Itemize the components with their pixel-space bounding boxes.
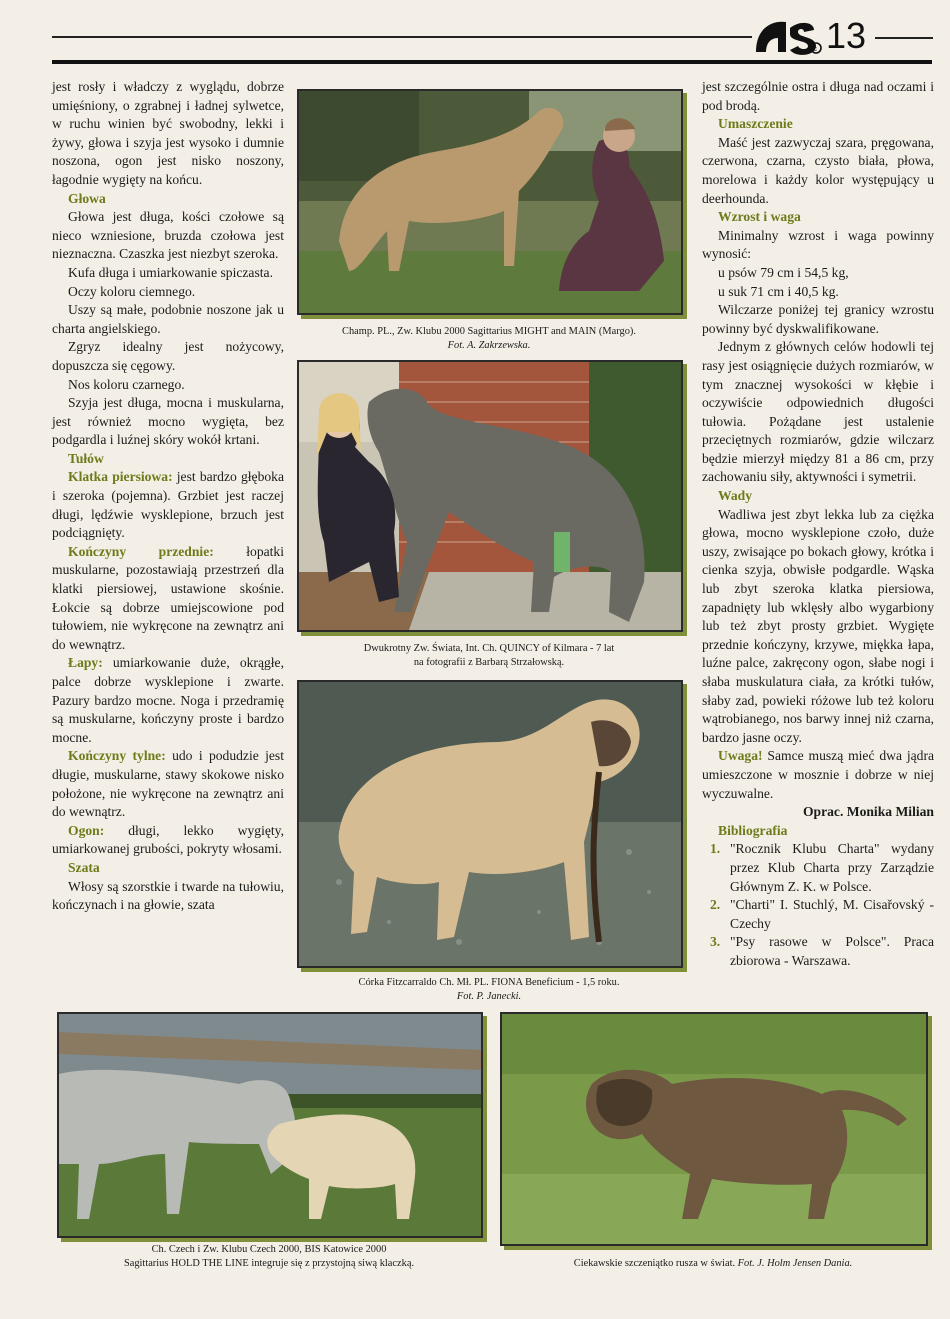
paragraph-text: łopatki muskularne, pozostawiają przestrzeń dla klatki piersiowej, ustawione skośnie. Łokcie są dobrze umiejscowione pod tułowiem, nie wykręcone na zewnątrz ani do wewnątrz. [52, 543, 285, 652]
paragraph: Nos koloru czarnego. [68, 376, 185, 392]
section-heading-wzrost: Wzrost i waga [718, 209, 801, 225]
caption-photo-3 [297, 976, 681, 1004]
caption-text: Sagittarius HOLD THE LINE integruje się z przystojną siwą klaczką. [123, 1258, 415, 1269]
paragraph [52, 468, 284, 542]
photo-image [299, 682, 681, 966]
bibliography-item [702, 840, 934, 896]
header-rule-bottom [52, 60, 932, 64]
photo-credit: Fot. P. Janecki. [456, 991, 522, 1002]
text-column-right [702, 78, 934, 971]
paragraph: Uszy są małe, podobnie noszone jak u charta angielskiego. [52, 302, 284, 336]
photo-might-and-main [297, 89, 683, 315]
paragraph: Szyja jest długa, mocna i muskularna, jest również mocno wygięta, bez podgardla i luźnej skóry wokół krtani. [52, 395, 284, 448]
paragraph: jest szczególnie ostra i długa nad oczami i pod brodą. [702, 79, 934, 113]
paragraph: Maść jest zazwyczaj szara, pręgowana, czerwona, czarna, czysto biała, płowa, morelowa i każdy kolor występujący u deerhounda. [702, 134, 934, 206]
author-credit: Oprac. Monika Milian [802, 804, 934, 820]
caption-text: Córka Fitzcarraldo Ch. Mł. PL. FIONA Beneficium - 1,5 roku. [358, 977, 620, 988]
section-heading-glowa: Głowa [68, 190, 106, 206]
paragraph [52, 543, 284, 655]
caption-text: Dwukrotny Zw. Świata, Int. Ch. QUINCY of Kilmara - 7 lat [363, 643, 615, 654]
section-heading-bibliografia: Bibliografia [718, 822, 788, 838]
photo-credit: Fot. A. Zakrzewska. [447, 340, 531, 351]
lead-ogon: Ogon: [68, 822, 105, 838]
lead-konczyny-przednie: Kończyny przednie: [68, 543, 214, 559]
section-heading-szata: Szata [68, 859, 100, 875]
paragraph [702, 747, 934, 803]
photo-hold-the-line [57, 1012, 483, 1238]
page-number: 13 [826, 15, 867, 56]
paragraph: Zgryz idealny jest nożycowy, dopuszcza się cęgowy. [52, 339, 284, 373]
section-heading-wady: Wady [718, 488, 752, 504]
caption-text: Ciekawskie szczeniątko rusza w świat. [573, 1258, 736, 1269]
bibliography-text: "Rocznik Klubu Charta" wydany przez Klub Charta przy Zarządzie Głównym Z. K. w Polsce. [730, 841, 934, 894]
text-column-left [52, 78, 284, 915]
bibliography-number: 1. [710, 841, 721, 857]
caption-photo-2 [297, 642, 681, 670]
paragraph: Minimalny wzrost i waga powinny wynosić: [702, 227, 934, 262]
paragraph: Włosy są szorstkie i twarde na tułowiu, kończynach i na głowie, szata [52, 878, 284, 913]
paragraph: jest rosły i władczy z wyglądu, dobrze umięśniony, o zgrabnej i ładnej sylwetce, w ruchu winien być swobodny, lekki i żywy, głowa i szyja jest wysoko i dumnie noszona, ogon jest nisko noszony, łagodnie wygięty na końcu. [52, 79, 284, 187]
lead-klatka: Klatka piersiowa: [68, 469, 173, 485]
svg-text:c: c [813, 46, 817, 53]
bibliography-number: 2. [710, 897, 721, 913]
paragraph-text: jest bardzo głęboka i szeroka (pojemna). Grzbiet jest raczej długi, lędźwie wysklepione, brzuch jest podciągnięty. [52, 469, 284, 541]
paragraph: Oczy koloru ciemnego. [68, 283, 196, 299]
header-rule-right [875, 37, 933, 39]
paragraph: Kufa długa i umiarkowanie spiczasta. [68, 264, 273, 280]
paragraph-text: Samce muszą mieć dwa jądra umieszczone w mosznie i dobrze w niej wyczuwalne. [702, 748, 934, 801]
paragraph-text: umiarkowanie duże, okrągłe, palce dobrze wysklepione i zwarte. Pazury bardzo mocne. Noga i przedramię są muskularne, kończyny proste i bardzo mocne. [52, 655, 284, 745]
photo-credit: Fot. J. Holm Jensen Dania. [737, 1258, 853, 1269]
photo-fiona [297, 680, 683, 968]
paragraph: Jednym z głównych celów hodowli tej rasy jest osiągnięcie dużych rozmiarów, w tym znacznej wysokości w kłębie i oczywiście odpowiednich długości tułowia. Pożądane jest ustalenie przeciętnych rozmiarów, gdzie wilczarz będzie mierzył między 81 a 86 cm, przy zachowaniu siły, aktywności i symetrii. [702, 339, 934, 485]
bibliography-text: "Psy rasowe w Polsce". Praca zbiorowa - Warszawa. [730, 934, 934, 968]
paragraph: Głowa jest długa, kości czołowe są nieco wzniesione, bruzda czołowa jest nieznaczna. Czaszka jest niezbyt szeroka. [52, 209, 284, 262]
as-logo [752, 14, 822, 58]
bibliography-item [702, 933, 934, 970]
lead-uwaga: Uwaga! [718, 748, 763, 764]
photo-image [299, 91, 681, 313]
paragraph [52, 747, 284, 821]
paragraph: u suk 71 cm i 40,5 kg. [718, 283, 839, 299]
bibliography-item [702, 896, 934, 933]
bibliography-text: "Charti" I. Stuchlý, M. Cisařovský - Czechy [730, 897, 934, 931]
section-heading-tulow: Tułów [68, 450, 104, 466]
caption-photo-4 [57, 1243, 481, 1271]
bibliography-list [702, 840, 934, 970]
paragraph-text: udo i podudzie jest długie, muskularne, stawy skokowe nisko położone, nie wykręcone na zewnątrz ani do wewnątrz. [52, 748, 285, 820]
caption-photo-1 [297, 325, 681, 353]
photo-image [502, 1014, 926, 1244]
photo-image [299, 362, 681, 630]
paragraph [52, 822, 284, 859]
section-heading-umaszczenie: Umaszczenie [718, 116, 793, 132]
lead-konczyny-tylne: Kończyny tylne: [68, 748, 166, 764]
photo-image [59, 1014, 481, 1236]
paragraph [52, 654, 284, 747]
caption-photo-5 [500, 1257, 926, 1271]
caption-text: Ch. Czech i Zw. Klubu Czech 2000, BIS Katowice 2000 [151, 1244, 387, 1255]
header-rule-top [52, 36, 752, 38]
paragraph-text: długi, lekko wygięty, umiarkowanej grubości, pokryty włosami. [52, 822, 284, 857]
photo-puppy [500, 1012, 928, 1246]
bibliography-number: 3. [710, 934, 721, 950]
caption-text: na fotografii z Barbarą Strzałowską. [413, 657, 565, 668]
lead-lapy: Łapy: [68, 655, 103, 671]
paragraph: Wilczarze poniżej tej granicy wzrostu powinny być dyskwalifikowane. [702, 302, 934, 336]
paragraph: u psów 79 cm i 54,5 kg, [718, 264, 849, 280]
paragraph: Wadliwa jest zbyt lekka lub za ciężka głowa, mocno wysklepione czoło, duże uszy, zwisające po bokach głowy, krótka i cienka szyja, obwisłe podgardle. Wąska lub zbyt szeroka klatka piersiowa, zapadnięty lub wklęsły albo wygarbiony lub też zbyt prosty grzbiet. Wygięte przednie kończyny, krzywe, miękka łapa, luźne palce, zakręcony ogon, słabe nogi i słaba muskulatura ciała, za krótki tułów, słaby zad, powieki różowe lub też koloru wątrobianego, nos barwy innej niż czarna, bardzo jasne oczy. [702, 506, 934, 745]
photo-quincy [297, 360, 683, 632]
caption-text: Champ. PL., Zw. Klubu 2000 Sagittarius MIGHT and MAIN (Margo). [342, 326, 636, 337]
